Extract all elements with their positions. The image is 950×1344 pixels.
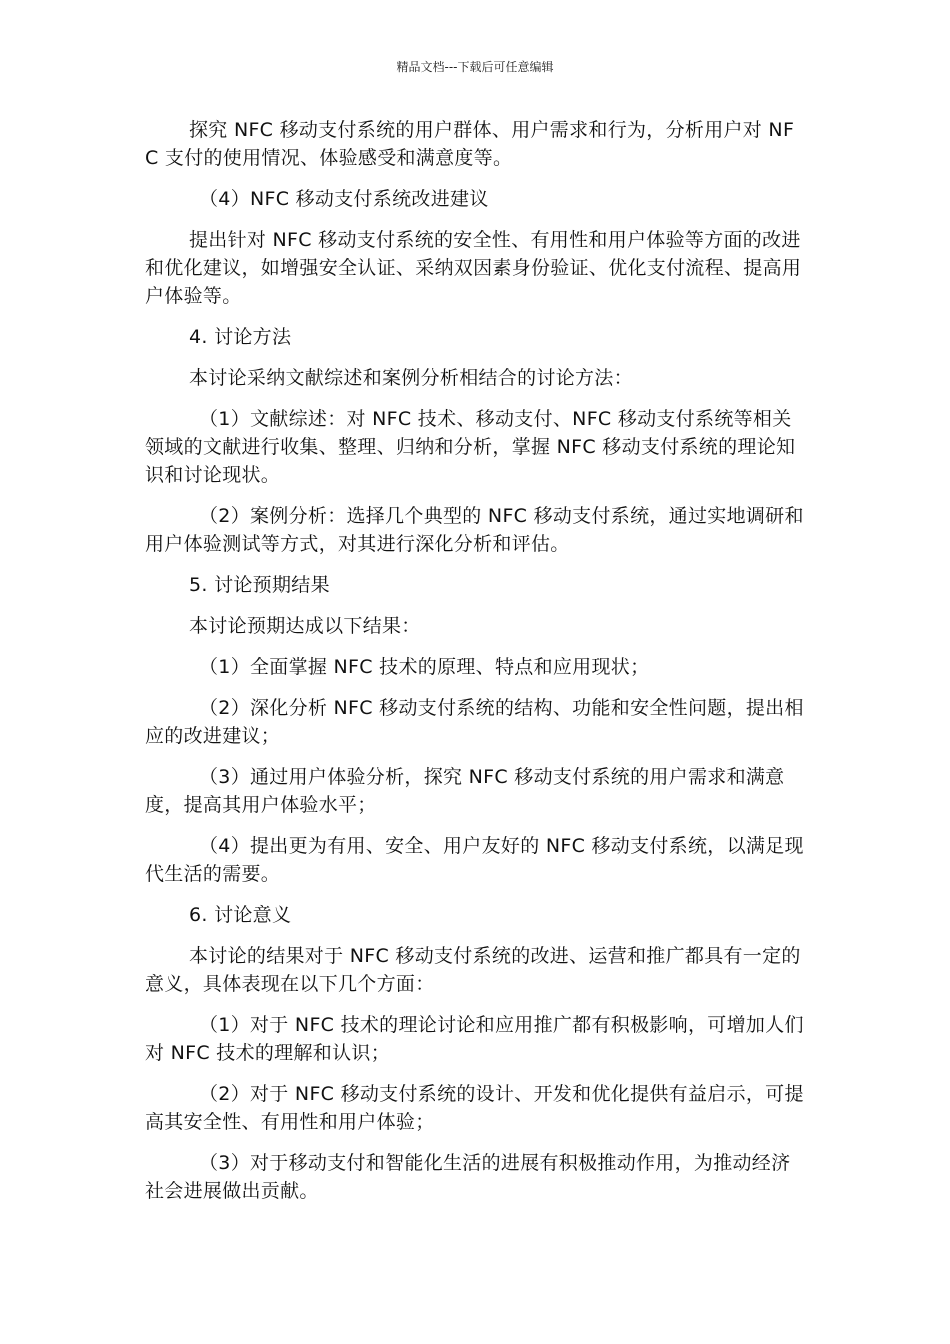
list-item: （1）对于 NFC 技术的理论讨论和应用推广都有积极影响，可增加人们对 NFC 技术的理解和认识；: [145, 1014, 804, 1064]
list-item: （1）文献综述：对 NFC 技术、移动支付、NFC 移动支付系统等相关领域的文献进行收集、整理、归纳和分析，掌握 NFC 移动支付系统的理论知识和讨论现状。: [145, 408, 796, 486]
section-heading: 5. 讨论预期结果: [189, 574, 330, 596]
page-header: 精品文档---下载后可任意编辑: [396, 60, 554, 74]
paragraph: 探究 NFC 移动支付系统的用户群体、用户需求和行为，分析用户对 NFC 支付的使用情况、体验感受和满意度等。: [145, 119, 795, 169]
section-heading: 6. 讨论意义: [189, 904, 292, 926]
list-item: （1）全面掌握 NFC 技术的原理、特点和应用现状；: [199, 656, 650, 678]
list-item: （2）深化分析 NFC 移动支付系统的结构、功能和安全性问题，提出相应的改进建议；: [145, 697, 804, 747]
section-heading: 4. 讨论方法: [189, 326, 292, 348]
list-item: （4）提出更为有用、安全、用户友好的 NFC 移动支付系统，以满足现代生活的需要。: [145, 835, 804, 885]
paragraph: 本讨论的结果对于 NFC 移动支付系统的改进、运营和推广都具有一定的意义，具体表现在以下几个方面：: [145, 945, 801, 995]
paragraph: 提出针对 NFC 移动支付系统的安全性、有用性和用户体验等方面的改进和优化建议，如增强安全认证、采纳双因素身份验证、优化支付流程、提高用户体验等。: [145, 229, 802, 307]
paragraph: （4）NFC 移动支付系统改进建议: [199, 188, 489, 210]
paragraph: 本讨论采纳文献综述和案例分析相结合的讨论方法：: [189, 367, 633, 389]
document-body: [145, 116, 805, 1218]
paragraph: 本讨论预期达成以下结果：: [189, 615, 421, 637]
list-item: （2）对于 NFC 移动支付系统的设计、开发和优化提供有益启示，可提高其安全性、有用性和用户体验；: [145, 1083, 804, 1133]
list-item: （2）案例分析：选择几个典型的 NFC 移动支付系统，通过实地调研和用户体验测试等方式，对其进行深化分析和评估。: [145, 505, 804, 555]
list-item: （3）通过用户体验分析，探究 NFC 移动支付系统的用户需求和满意度，提高其用户体验水平；: [145, 766, 785, 816]
list-item: （3）对于移动支付和智能化生活的进展有积极推动作用，为推动经济社会进展做出贡献。: [145, 1152, 791, 1202]
